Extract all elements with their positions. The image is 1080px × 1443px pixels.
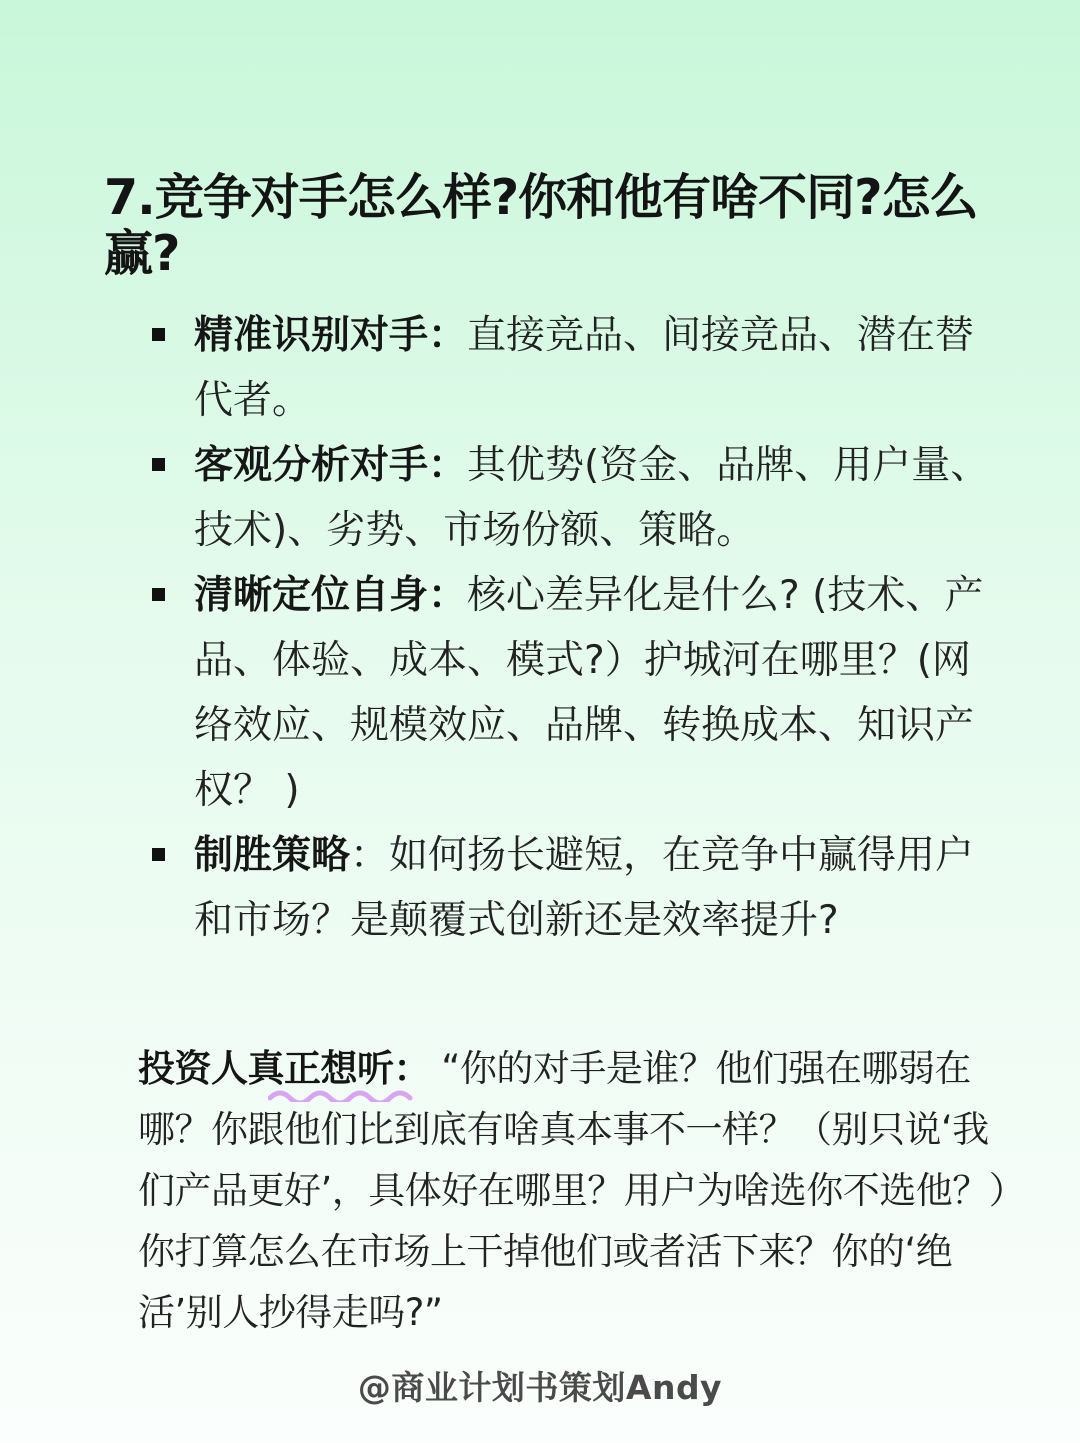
bullet-body: 其优势(资金、品牌、用户量、技术)、劣势、市场份额、策略。 <box>194 443 990 553</box>
investor-heading: 投资人真正想听： <box>138 1047 430 1090</box>
list-item <box>148 433 998 563</box>
bullet-heading: 制胜策略 <box>194 833 351 878</box>
square-bullet-icon <box>152 328 165 341</box>
bullet-heading: 客观分析对手： <box>194 443 468 488</box>
list-item <box>148 823 998 953</box>
wavy-underline-decoration <box>268 1088 416 1102</box>
square-bullet-icon <box>152 588 165 601</box>
list-item <box>148 563 998 823</box>
investor-quote: “你的对手是谁？他们强在哪弱在哪？你跟他们比到底有啥真本事不一样？（别只说‘我们产品更好’，具体好在哪里？用户为啥选你不选他？）你打算怎么在市场上干掉他们或者活下来？你的‘绝活’别人抄得走吗?” <box>138 1047 1007 1334</box>
page-title: 7.竞争对手怎么样?你和他有啥不同?怎么赢? <box>104 169 978 282</box>
author-watermark: @商业计划书策划Andy <box>357 1368 723 1407</box>
bullet-body: 核心差异化是什么? (技术、产品、体验、成本、模式?）护城河在哪里？(网络效应、规模效应、品牌、转换成本、知识产权？ ) <box>194 573 984 813</box>
list-item <box>148 303 998 433</box>
bullet-body: ：如何扬长避短，在竞争中赢得用户和市场？是颠覆式创新还是效率提升? <box>194 833 975 943</box>
bullet-body: 直接竞品、间接竞品、潜在替代者。 <box>194 313 975 423</box>
square-bullet-icon <box>152 848 165 861</box>
investor-paragraph <box>138 1038 1018 1343</box>
bullet-heading: 精准识别对手： <box>194 313 468 358</box>
bullet-heading: 清晰定位自身： <box>194 573 468 618</box>
square-bullet-icon <box>152 458 165 471</box>
bullet-list <box>148 303 998 953</box>
